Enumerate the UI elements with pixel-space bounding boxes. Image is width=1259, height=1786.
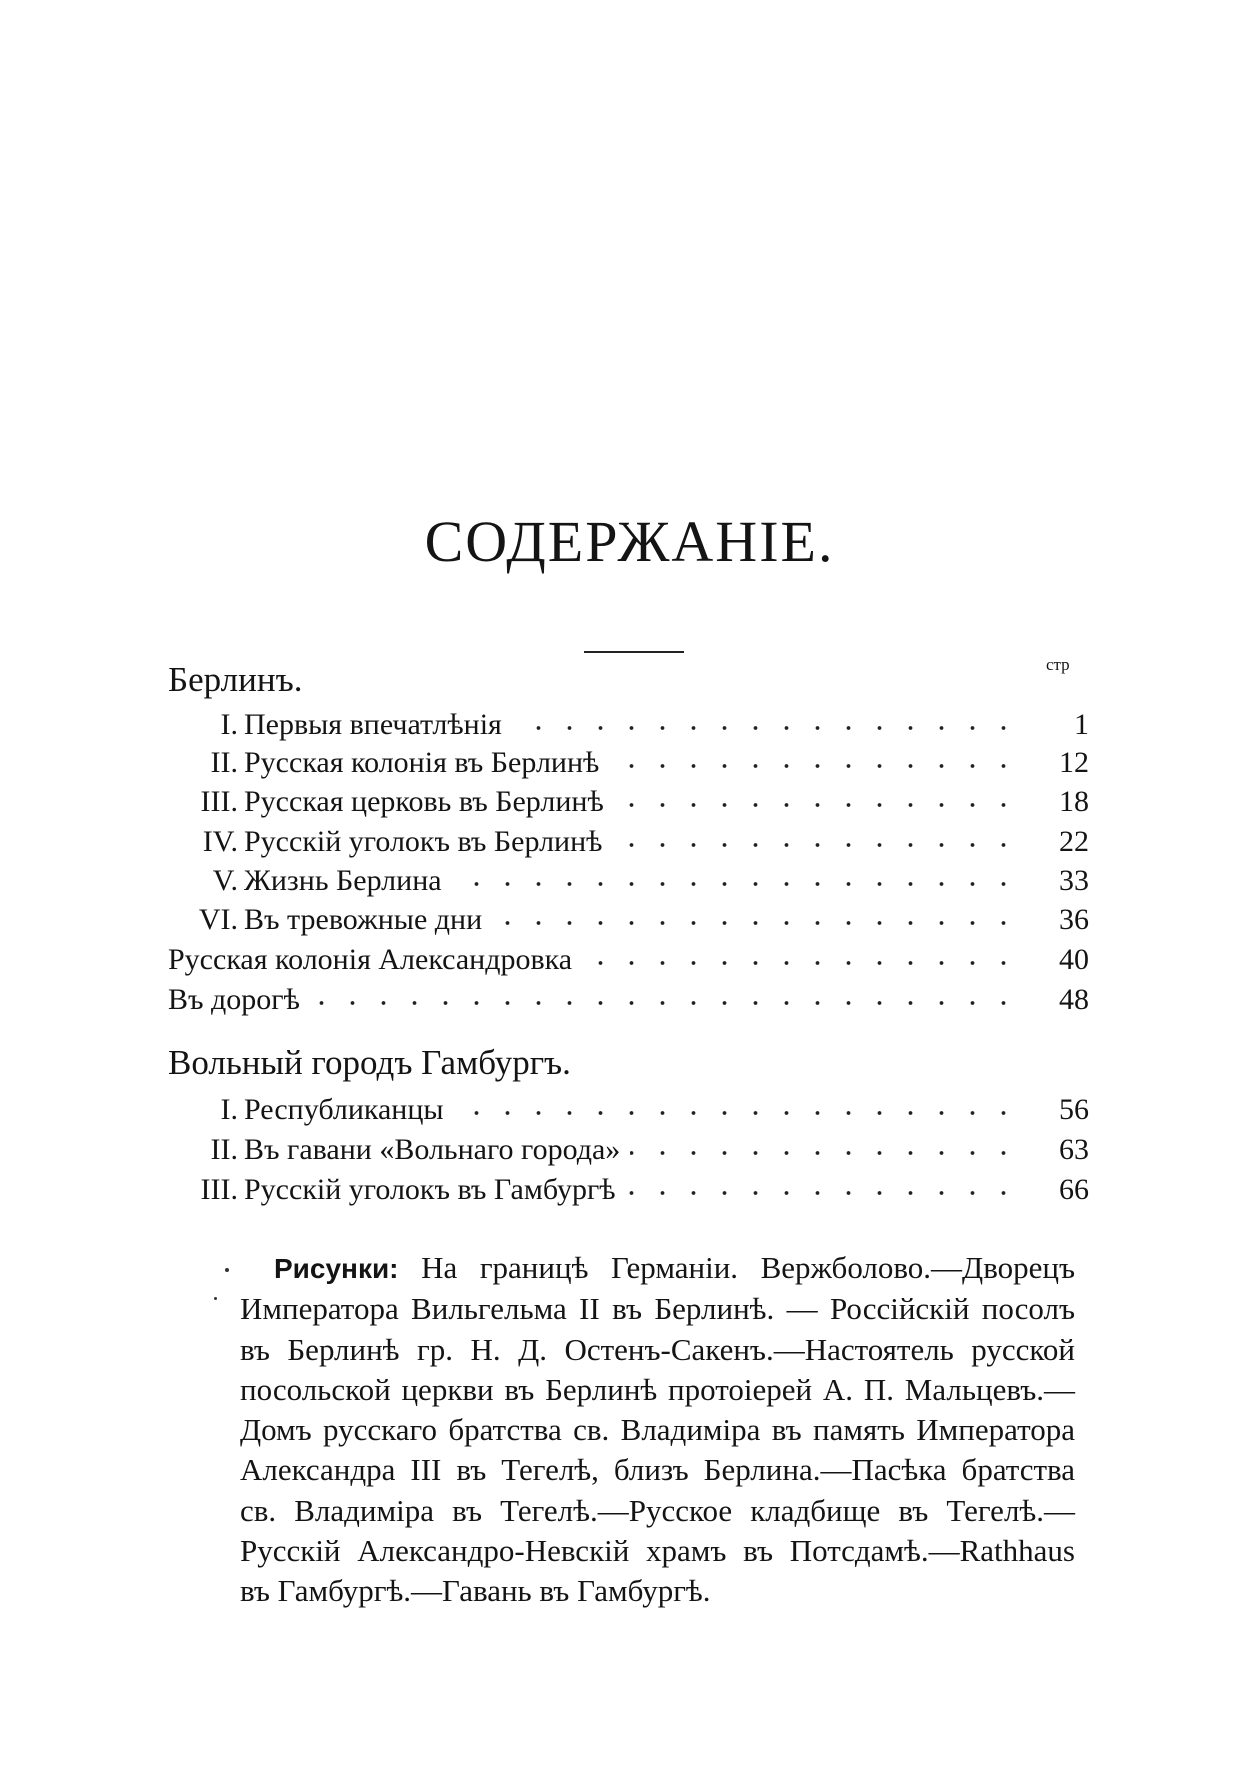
toc-entry bbox=[168, 1093, 1089, 1131]
entry-title: Русская колонія въ Берлинѣ bbox=[244, 746, 600, 779]
print-speck bbox=[225, 1268, 229, 1272]
entry-title: Русская колонія Александровка bbox=[168, 943, 573, 976]
entry-title: Первыя впечатлѣнія bbox=[244, 708, 502, 741]
toc-entry bbox=[168, 708, 1089, 746]
entry-page: 63 bbox=[1059, 1133, 1089, 1166]
entry-page: 48 bbox=[1059, 983, 1089, 1016]
toc-entry bbox=[168, 864, 1089, 902]
entry-title: Русскій уголокъ въ Берлинѣ bbox=[244, 825, 603, 858]
page-title: СОДЕРЖАНІЕ. bbox=[424, 509, 835, 574]
toc-entry bbox=[168, 943, 1089, 981]
entry-title: Въ дорогѣ bbox=[168, 983, 300, 1016]
entry-number: III. bbox=[200, 785, 238, 818]
section-heading-berlin: Берлинъ. bbox=[168, 660, 303, 699]
toc-entry bbox=[168, 746, 1089, 784]
dot-leader bbox=[612, 843, 1019, 847]
entry-number: II. bbox=[210, 1133, 238, 1166]
dot-leader bbox=[454, 1111, 1019, 1115]
entry-title: Жизнь Берлина bbox=[244, 864, 442, 897]
title-rule bbox=[584, 651, 684, 653]
illustrations-label: Рисунки: bbox=[274, 1253, 422, 1284]
entry-page: 22 bbox=[1059, 825, 1089, 858]
illustrations-list bbox=[240, 1248, 1075, 1612]
entry-number: II. bbox=[210, 746, 238, 779]
entry-number: III. bbox=[200, 1173, 238, 1206]
dot-leader bbox=[452, 882, 1019, 886]
entry-number: V. bbox=[212, 864, 238, 897]
entry-page: 36 bbox=[1059, 903, 1089, 936]
dot-leader bbox=[512, 726, 1019, 730]
entry-title: Русская церковь въ Берлинѣ bbox=[244, 785, 604, 818]
toc-entry bbox=[168, 1133, 1089, 1171]
entry-page: 18 bbox=[1059, 785, 1089, 818]
dot-leader bbox=[492, 921, 1019, 925]
entry-number: I. bbox=[220, 708, 238, 741]
entry-number: I. bbox=[220, 1093, 238, 1126]
entry-title: Въ гавани «Вольнаго города» bbox=[244, 1133, 621, 1166]
dot-leader bbox=[614, 803, 1019, 807]
entry-page: 12 bbox=[1059, 746, 1089, 779]
toc-entry bbox=[168, 903, 1089, 941]
dot-leader bbox=[310, 1001, 1019, 1005]
illustrations-text: На границѣ Германіи. Вержболово.—Дворецъ Императора Вильгельма II въ Берлинѣ. — Россійскій посолъ въ Берлинѣ гр. Н. Д. Остенъ-Сакенъ.—Настоятель русской посольской церкви въ Берлинѣ протоіерей А. П. Мальцевъ.—Домъ русскаго братства св. Владиміра въ память Императора Александра III въ Тегелѣ, близъ Берлина.—Пасѣка братства св. Владиміра въ Тегелѣ.—Русское кладбище въ Тегелѣ.—Русскій Александро-Невскій храмъ въ Потсдамѣ.—Rathhaus въ Гамбургѣ.—Гавань въ Гамбургѣ. bbox=[240, 1250, 1076, 1609]
entry-title: Русскій уголокъ въ Гамбургѣ bbox=[244, 1173, 616, 1206]
page-column-label: стр bbox=[1046, 655, 1070, 674]
entry-page: 40 bbox=[1059, 943, 1089, 976]
dot-leader bbox=[609, 764, 1019, 768]
dot-leader bbox=[626, 1191, 1019, 1195]
entry-page: 66 bbox=[1059, 1173, 1089, 1206]
toc-entry bbox=[168, 785, 1089, 823]
entry-page: 1 bbox=[1074, 708, 1089, 741]
section-heading-hamburg: Вольный городъ Гамбургъ. bbox=[168, 1043, 571, 1082]
entry-page: 56 bbox=[1059, 1093, 1089, 1126]
entry-page: 33 bbox=[1059, 864, 1089, 897]
entry-title: Республиканцы bbox=[244, 1093, 444, 1126]
toc-entry bbox=[168, 825, 1089, 863]
entry-number: VI. bbox=[198, 903, 238, 936]
entry-number: IV. bbox=[202, 825, 238, 858]
print-speck bbox=[214, 1297, 217, 1300]
dot-leader bbox=[630, 1151, 1019, 1155]
entry-title: Въ тревожные дни bbox=[244, 903, 483, 936]
dot-leader bbox=[582, 961, 1019, 965]
toc-entry bbox=[168, 983, 1089, 1021]
toc-entry bbox=[168, 1173, 1089, 1211]
